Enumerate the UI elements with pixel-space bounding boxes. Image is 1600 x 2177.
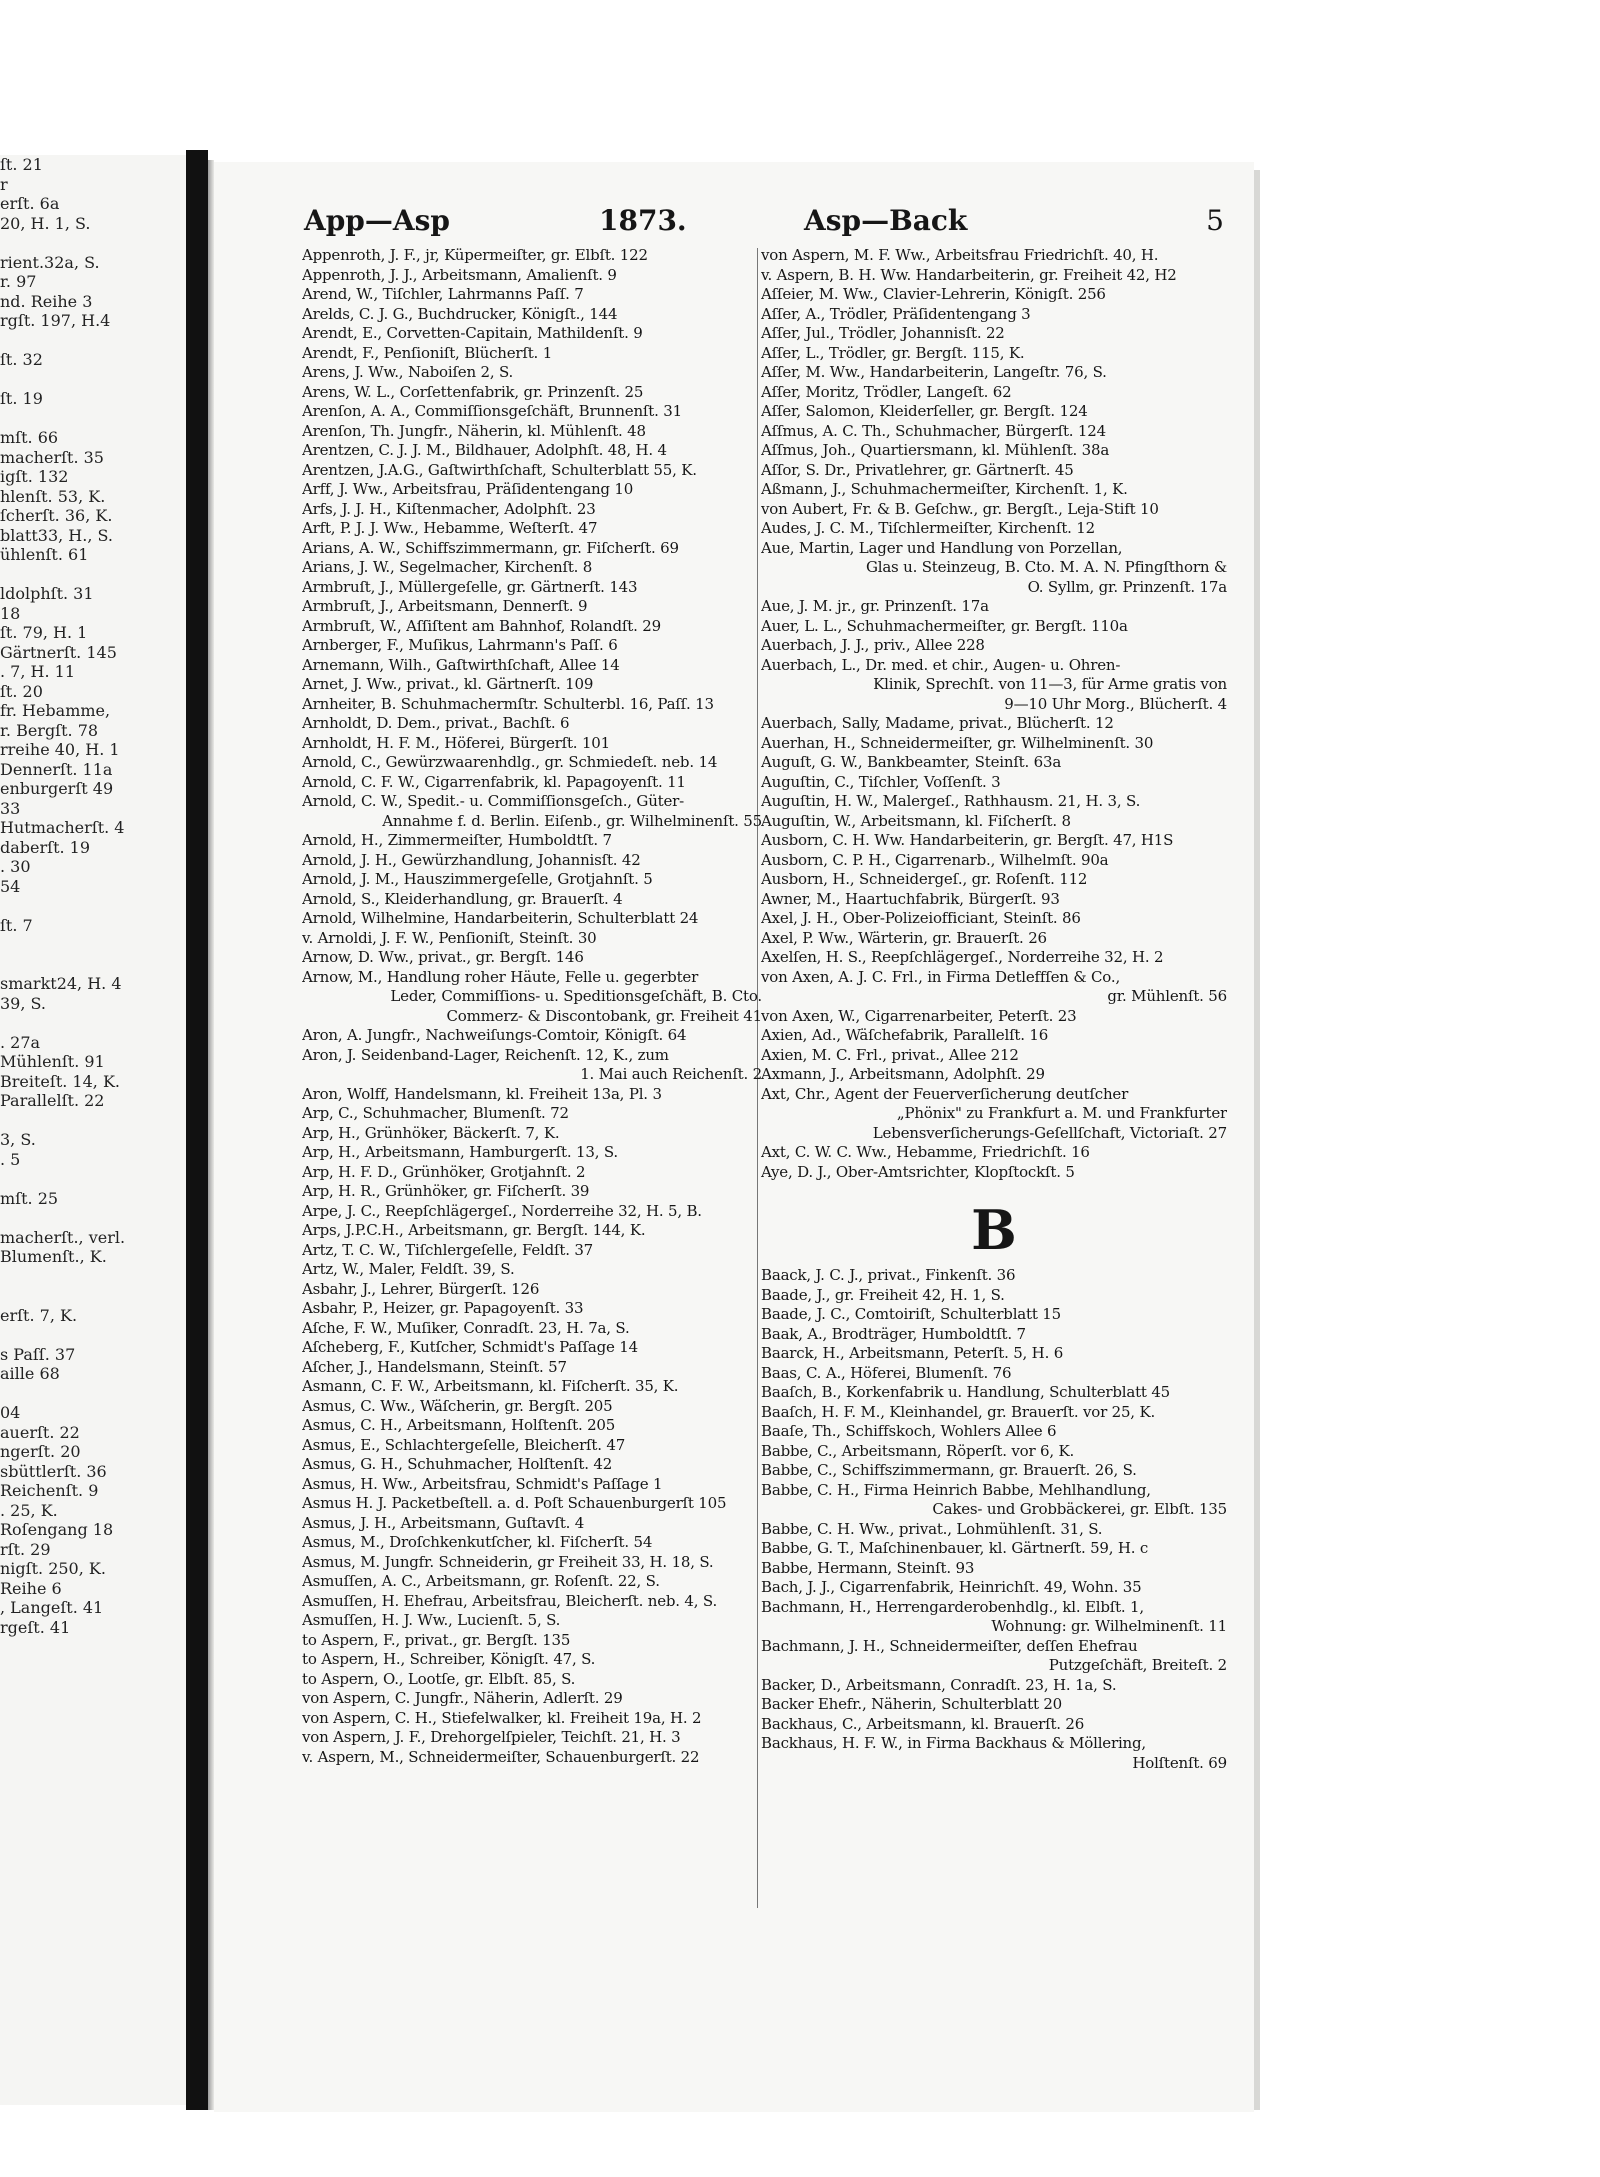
directory-entry: Asmus, H. Ww., Arbeitsfrau, Schmidt's Paſſage 1 (302, 1474, 663, 1493)
page-header (304, 204, 1224, 240)
directory-entry: Backhaus, H. F. W., in Firma Backhaus & Möllering, (761, 1734, 1146, 1752)
previous-page-line (0, 896, 186, 916)
directory-entry: Auerbach, L., Dr. med. et chir., Augen- u. Ohren- (761, 655, 1121, 674)
previous-page-line: 04 (0, 1403, 21, 1422)
directory-entry: Axt, C. W. C. Ww., Hebamme, Friedrichſt. 16 (761, 1143, 1090, 1161)
directory-entry: Arentzen, C. J. J. M., Bildhauer, Adolphſt. 48, H. 4 (302, 441, 667, 459)
directory-entry-continuation: Annahme f. d. Berlin. Eiſenb., gr. Wilhelminenſt. 55 (382, 811, 762, 830)
previous-page-line: sbüttlerſt. 36 (0, 1461, 107, 1481)
directory-entry: von Aspern, M. F. Ww., Arbeitsfrau Friedrichſt. 40, H. (761, 246, 1159, 264)
directory-entry: Auguſtin, W., Arbeitsmann, kl. Fiſcherſt. 8 (761, 811, 1071, 830)
directory-entry: Auer, L. L., Schuhmachermeiſter, gr. Bergſt. 110a (761, 616, 1128, 635)
page-number: 5 (1206, 204, 1224, 237)
directory-entry: Arnet, J. Ww., privat., kl. Gärtnerſt. 109 (302, 675, 594, 693)
directory-entry-continuation: 9—10 Uhr Morg., Blücherſt. 4 (1004, 694, 1227, 713)
previous-page-line (0, 331, 186, 351)
left-column (302, 246, 762, 1767)
previous-page-line: rgſt. 197, H.4 (0, 311, 111, 330)
directory-entry: Arians, A. W., Schiffszimmermann, gr. Fiſcherſt. 69 (302, 538, 679, 557)
directory-entry: von Axen, W., Cigarrenarbeiter, Peterſt. 23 (761, 1006, 1077, 1025)
previous-page-line: aille 68 (0, 1364, 60, 1383)
previous-page-line (0, 955, 186, 975)
directory-entry: Arps, J.P.C.H., Arbeitsmann, gr. Bergſt. 144, K. (302, 1221, 646, 1239)
directory-entry: Auguſt, G. W., Bankbeamter, Steinſt. 63a (761, 753, 1062, 771)
directory-entry: Arendt, F., Penſioniſt, Blücherſt. 1 (302, 343, 553, 362)
previous-page-line: ldolphſt. 31 (0, 584, 94, 603)
directory-entry: Ausborn, H., Schneidergeſ., gr. Roſenſt. 112 (761, 870, 1088, 888)
directory-entry: Asmuſſen, H. Ehefrau, Arbeitsfrau, Bleicherſt. neb. 4, S. (302, 1591, 718, 1610)
directory-entry: Arnow, D. Ww., privat., gr. Bergſt. 146 (302, 948, 584, 966)
directory-entry: Aron, A. Jungfr., Nachweiſungs-Comtoir, Königſt. 64 (302, 1026, 687, 1044)
previous-page-line (0, 1208, 186, 1228)
previous-page-line: Roſengang 18 (0, 1520, 114, 1539)
directory-entry: Ausborn, C. P. H., Cigarrenarb., Wilhelmſt. 90a (761, 850, 1109, 869)
previous-page-line: fr. Hebamme, (0, 701, 111, 720)
previous-page-line (0, 1325, 186, 1345)
previous-page-line: 3, S. (0, 1130, 36, 1149)
previous-page-line: 20, H. 1, S. (0, 213, 91, 233)
directory-entry: Arnow, M., Handlung roher Häute, Felle u. gegerbter (302, 967, 699, 986)
directory-entry: Asmus, C. Ww., Wäſcherin, gr. Bergſt. 205 (302, 1396, 613, 1415)
directory-entry: Asmuſſen, H. J. Ww., Lucienſt. 5, S. (302, 1611, 561, 1629)
directory-entry: Baaſch, H. F. M., Kleinhandel, gr. Brauerſt. vor 25, K. (761, 1402, 1156, 1421)
directory-entry: Asmus, G. H., Schuhmacher, Holſtenſt. 42 (302, 1455, 613, 1473)
directory-entry: Aue, Martin, Lager und Handlung von Porzellan, (761, 538, 1123, 557)
directory-entry-continuation: Cakes- und Grobbäckerei, gr. Elbſt. 135 (932, 1500, 1227, 1518)
directory-entry: Armbruſt, J., Arbeitsmann, Dennerſt. 9 (302, 597, 588, 615)
directory-entry-continuation: Commerz- & Discontobank, gr. Freiheit 41 (446, 1006, 762, 1025)
previous-page-line: macherſt., verl. (0, 1227, 126, 1247)
directory-entry: Appenroth, J. F., jr, Küpermeiſter, gr. Elbſt. 122 (302, 246, 648, 264)
previous-page-line: , Langeſt. 41 (0, 1598, 104, 1617)
previous-page-line: daberſt. 19 (0, 837, 91, 857)
previous-page-line: Reihe 6 (0, 1578, 62, 1598)
directory-entry: Babbe, Hermann, Steinſt. 93 (761, 1558, 975, 1577)
directory-entry: Asmus, J. H., Arbeitsmann, Guſtavſt. 4 (302, 1513, 585, 1532)
previous-page-line: erſt. 7, K. (0, 1305, 78, 1325)
directory-entry: Arnold, J. H., Gewürzhandlung, Johannisſt. 42 (302, 850, 641, 869)
directory-entry-continuation: „Phönix" zu Frankfurt a. M. und Frankfurter (896, 1104, 1227, 1122)
directory-entry-continuation: Lebensverſicherungs-Geſellſchaft, Victoriaſt. 27 (872, 1123, 1227, 1142)
directory-entry: Aron, J. Seidenband-Lager, Reichenſt. 12, K., zum (302, 1045, 669, 1064)
previous-page-line: ſt. 19 (0, 389, 43, 408)
directory-entry: v. Arnoldi, J. F. W., Penſioniſt, Steinſt. 30 (302, 928, 597, 947)
directory-entry: Aſſer, Jul., Trödler, Johannisſt. 22 (761, 324, 1005, 342)
previous-page-line: ngerſt. 20 (0, 1442, 81, 1461)
directory-entry: Aron, Wolff, Handelsmann, kl. Freiheit 13a, Pl. 3 (302, 1084, 662, 1103)
directory-entry: Auerhan, H., Schneidermeiſter, gr. Wilhelminenſt. 30 (761, 733, 1154, 752)
directory-entry: Aſſmus, A. C. Th., Schuhmacher, Bürgerſt. 124 (761, 421, 1106, 440)
directory-entry: Aſſer, Moritz, Trödler, Langeſt. 62 (761, 382, 1012, 401)
directory-entry: von Aspern, J. F., Drehorgelſpieler, Teichſt. 21, H. 3 (302, 1728, 681, 1746)
directory-entry: Auguſtin, H. W., Malergeſ., Rathhausm. 21, H. 3, S. (761, 792, 1141, 810)
directory-entry: Armbruſt, J., Müllergeſelle, gr. Gärtnerſt. 143 (302, 577, 638, 596)
directory-entry: Arend, W., Tiſchler, Lahrmanns Paſſ. 7 (302, 285, 584, 303)
previous-page-line: Parallelſt. 22 (0, 1091, 105, 1110)
previous-page-line: enburgerſt 49 (0, 779, 114, 798)
previous-page-line: Reichenſt. 9 (0, 1481, 99, 1500)
directory-entry: Arfs, J. J. H., Kiſtenmacher, Adolphſt. 23 (302, 499, 596, 518)
directory-page (214, 162, 1254, 2112)
previous-page-line: Hutmacherſt. 4 (0, 818, 125, 837)
directory-entry: Arnold, H., Zimmermeiſter, Humboldtſt. 7 (302, 831, 612, 849)
previous-page-line: 39, S. (0, 993, 47, 1013)
directory-entry: Appenroth, J. J., Arbeitsmann, Amalienſt. 9 (302, 265, 617, 284)
directory-entry: Arendt, E., Corvetten-Capitain, Mathildenſt. 9 (302, 324, 643, 342)
directory-entry: Baaſe, Th., Schiffskoch, Wohlers Allee 6 (761, 1422, 1057, 1440)
previous-page-line: erſt. 6a (0, 194, 60, 213)
directory-entry: Aſſer, Salomon, Kleiderſeller, gr. Bergſt. 124 (761, 402, 1088, 420)
directory-entry: Baade, J. C., Comtoiriſt, Schulterblatt 15 (761, 1305, 1061, 1323)
directory-entry: Asbahr, P., Heizer, gr. Papagoyenſt. 33 (302, 1299, 584, 1317)
directory-entry: Arnholdt, H. F. M., Höferei, Bürgerſt. 101 (302, 733, 610, 752)
previous-page-line: . 7, H. 11 (0, 662, 76, 681)
directory-entry: Arp, H., Grünhöker, Bäckerſt. 7, K. (302, 1123, 560, 1142)
previous-page-line: r (0, 174, 8, 194)
directory-entry: Arp, H., Arbeitsmann, Hamburgerſt. 13, S. (302, 1143, 618, 1161)
directory-entry: Baack, J. C. J., privat., Finkenſt. 36 (761, 1266, 1016, 1284)
directory-entry: Armbruſt, W., Aſſiſtent am Bahnhof, Rolandſt. 29 (302, 616, 661, 635)
directory-entry-continuation: Wohnung: gr. Wilhelminenſt. 11 (991, 1617, 1227, 1635)
book-gutter (186, 150, 208, 2110)
previous-page-line: ſt. 32 (0, 350, 43, 369)
previous-page-line: . 25, K. (0, 1500, 58, 1520)
directory-entry: Aue, J. M. jr., gr. Prinzenſt. 17a (761, 597, 989, 615)
header-range-left: App—Asp (304, 204, 450, 237)
previous-page-line: Blumenſt., K. (0, 1247, 107, 1266)
right-column (761, 246, 1227, 1773)
directory-entry: Asmus, M. Jungfr. Schneiderin, gr Freiheit 33, H. 18, S. (302, 1552, 714, 1571)
directory-entry: Axel, P. Ww., Wärterin, gr. Brauerſt. 26 (761, 928, 1047, 947)
directory-entry: Bach, J. J., Cigarrenfabrik, Heinrichſt. 49, Wohn. 35 (761, 1578, 1142, 1596)
directory-entry-continuation: O. Syllm, gr. Prinzenſt. 17a (1027, 577, 1227, 596)
directory-entry: Aſſor, S. Dr., Privatlehrer, gr. Gärtnerſt. 45 (761, 460, 1074, 479)
directory-entry: Aßmann, J., Schuhmachermeiſter, Kirchenſt. 1, K. (761, 480, 1128, 498)
directory-entry: Arnold, C. F. W., Cigarrenfabrik, kl. Papagoyenſt. 11 (302, 772, 686, 791)
directory-entry: Asmus, M., Droſchkenkutſcher, kl. Fiſcherſt. 54 (302, 1533, 653, 1551)
previous-page-line: rgeſt. 41 (0, 1617, 71, 1637)
directory-entry: Backer, D., Arbeitsmann, Conradſt. 23, H. 1a, S. (761, 1675, 1117, 1694)
directory-entry: Arnold, J. M., Hauszimmergeſelle, Grotjahnſt. 5 (302, 870, 653, 888)
directory-entry: v. Aspern, M., Schneidermeiſter, Schauenburgerſt. 22 (302, 1747, 700, 1766)
directory-entry: Aſcher, J., Handelsmann, Steinſt. 57 (302, 1357, 567, 1376)
directory-entry-continuation: Klinik, Sprechſt. von 11—3, für Arme gratis von (873, 675, 1227, 693)
directory-entry: Baade, J., gr. Freiheit 42, H. 1, S. (761, 1285, 1005, 1304)
previous-page-line (0, 1384, 186, 1404)
previous-page-line: rſt. 29 (0, 1539, 51, 1559)
previous-page-line (0, 1111, 186, 1131)
directory-entry: Arft, P. J. J. Ww., Hebamme, Weſterſt. 47 (302, 519, 598, 537)
directory-entry: Arnold, C., Gewürzwaarenhdlg., gr. Schmiedeſt. neb. 14 (302, 753, 718, 771)
previous-page-line: s Paſſ. 37 (0, 1344, 76, 1364)
directory-entry: Arenſon, Th. Jungfr., Näherin, kl. Mühlenſt. 48 (302, 421, 646, 440)
directory-entry: to Aspern, H., Schreiber, Königſt. 47, S. (302, 1650, 596, 1668)
previous-page-line: blatt33, H., S. (0, 525, 113, 545)
previous-page-fragment (0, 155, 186, 2105)
directory-entry: Babbe, C., Arbeitsmann, Röperſt. vor 6, K. (761, 1441, 1075, 1460)
header-year: 1873. (599, 204, 687, 237)
directory-entry: Asmus, E., Schlachtergeſelle, Bleicherſt. 47 (302, 1435, 626, 1454)
directory-entry: Arnberger, F., Muſikus, Lahrmann's Paſſ. 6 (302, 636, 618, 654)
directory-entry: Axt, Chr., Agent der Feuerverſicherung deutſcher (761, 1084, 1129, 1103)
directory-entry: Backhaus, C., Arbeitsmann, kl. Brauerſt. 26 (761, 1714, 1085, 1733)
directory-entry: Asmuſſen, A. C., Arbeitsmann, gr. Roſenſt. 22, S. (302, 1572, 660, 1590)
directory-entry: to Aspern, F., privat., gr. Bergſt. 135 (302, 1630, 571, 1649)
directory-entry: Babbe, C. H., Firma Heinrich Babbe, Mehlhandlung, (761, 1480, 1151, 1499)
directory-entry: Axmann, J., Arbeitsmann, Adolphſt. 29 (761, 1065, 1045, 1083)
previous-page-line: r. 97 (0, 272, 37, 291)
directory-entry: v. Aspern, B. H. Ww. Handarbeiterin, gr. Freiheit 42, H2 (761, 265, 1177, 284)
previous-page-line: mſt. 66 (0, 428, 59, 447)
header-range-right: Asp—Back (804, 204, 968, 237)
directory-entry: Babbe, C. H. Ww., privat., Lohmühlenſt. 31, S. (761, 1519, 1103, 1538)
directory-entry: Baaſch, B., Korkenfabrik u. Handlung, Schulterblatt 45 (761, 1383, 1171, 1401)
section-letter-heading: B (971, 1198, 1017, 1262)
previous-page-line: igſt. 132 (0, 467, 69, 486)
directory-entry: Arnold, Wilhelmine, Handarbeiterin, Schulterblatt 24 (302, 909, 699, 927)
directory-entry: Auerbach, J. J., priv., Allee 228 (761, 636, 985, 654)
directory-entry: Artz, T. C. W., Tiſchlergeſelle, Feldſt. 37 (302, 1240, 594, 1259)
directory-entry: Axelſen, H. S., Reepſchlägergeſ., Norderreihe 32, H. 2 (761, 948, 1164, 966)
directory-entry: Aſſeier, M. Ww., Clavier-Lehrerin, Königſt. 256 (761, 285, 1106, 303)
directory-entry: Aſche, F. W., Muſiker, Conradſt. 23, H. 7a, S. (302, 1318, 630, 1337)
directory-entry: Babbe, G. T., Maſchinenbauer, kl. Gärtnerſt. 59, H. c (761, 1539, 1149, 1557)
directory-entry: Asmus, C. H., Arbeitsmann, Holſtenſt. 205 (302, 1416, 616, 1434)
previous-page-line: . 30 (0, 857, 31, 876)
directory-entry: Baak, A., Brodträger, Humboldtſt. 7 (761, 1324, 1026, 1343)
directory-entry: Arp, H. F. D., Grünhöker, Grotjahnſt. 2 (302, 1162, 586, 1181)
previous-page-line: Gärtnerſt. 145 (0, 642, 117, 662)
directory-entry: Bachmann, J. H., Schneidermeiſter, deſſen Ehefrau (761, 1636, 1138, 1655)
previous-page-line: nigſt. 250, K. (0, 1559, 106, 1578)
directory-entry-continuation: gr. Mühlenſt. 56 (1107, 987, 1227, 1005)
directory-entry: Axien, M. C. Frl., privat., Allee 212 (761, 1045, 1019, 1064)
previous-page-line (0, 409, 186, 429)
directory-entry: Axel, J. H., Ober-Polizeiofficiant, Steinſt. 86 (761, 909, 1081, 927)
previous-page-line: mſt. 25 (0, 1188, 59, 1208)
previous-page-line: 54 (0, 876, 21, 896)
directory-entry: Auerbach, Sally, Madame, privat., Blücherſt. 12 (761, 714, 1114, 732)
previous-page-line (0, 565, 186, 585)
directory-entry-continuation: Leder, Commiſſions- u. Speditionsgeſchäft, B. Cto. (390, 987, 762, 1005)
previous-page-line (0, 935, 186, 955)
previous-page-line: Breiteſt. 14, K. (0, 1071, 120, 1091)
directory-entry: Arff, J. Ww., Arbeitsfrau, Präſidentengang 10 (302, 480, 634, 498)
right-column-b-entries (761, 1266, 1227, 1773)
directory-entry: Babbe, C., Schiffszimmermann, gr. Brauerſt. 26, S. (761, 1461, 1137, 1479)
directory-entry: Auguſtin, C., Tiſchler, Voſſenſt. 3 (761, 772, 1001, 791)
directory-entry: Arentzen, J.A.G., Gaſtwirthſchaft, Schulterblatt 55, K. (302, 460, 697, 479)
directory-entry: Arnholdt, D. Dem., privat., Bachſt. 6 (302, 714, 570, 732)
previous-page-line: r. Bergſt. 78 (0, 720, 99, 740)
directory-entry: Arens, J. Ww., Naboiſen 2, S. (302, 363, 514, 381)
directory-entry: Backer Ehefr., Näherin, Schulterblatt 20 (761, 1695, 1063, 1713)
directory-entry: Aſcheberg, F., Kutſcher, Schmidt's Paſſage 14 (302, 1338, 638, 1356)
directory-entry: Arelds, C. J. G., Buchdrucker, Königſt., 144 (302, 304, 618, 323)
directory-entry: Arnemann, Wilh., Gaſtwirthſchaft, Allee 14 (302, 655, 620, 674)
directory-entry: von Aubert, Fr. & B. Geſchw., gr. Bergſt., Leja-Stift 10 (761, 499, 1159, 518)
directory-entry: Bachmann, H., Herrengarderobenhdlg., kl. Elbſt. 1, (761, 1597, 1144, 1616)
previous-page-line: ühlenſt. 61 (0, 545, 89, 564)
directory-entry: Aſſer, L., Trödler, gr. Bergſt. 115, K. (761, 343, 1025, 362)
previous-page-line: ſt. 20 (0, 681, 43, 701)
directory-entry: Arp, H. R., Grünhöker, gr. Fiſcherſt. 39 (302, 1182, 590, 1200)
previous-page-line (0, 233, 186, 253)
directory-entry: Arians, J. W., Segelmacher, Kirchenſt. 8 (302, 558, 593, 576)
previous-page-line (0, 370, 186, 390)
directory-entry: Asmann, C. F. W., Arbeitsmann, kl. Fiſcherſt. 35, K. (302, 1377, 679, 1395)
previous-page-line: macherſt. 35 (0, 447, 104, 467)
directory-entry: Arnold, S., Kleiderhandlung, gr. Brauerſt. 4 (302, 889, 623, 908)
directory-entry: Audes, J. C. M., Tiſchlermeiſter, Kirchenſt. 12 (761, 519, 1095, 537)
directory-entry-continuation: 1. Mai auch Reichenſt. 2 (580, 1065, 762, 1083)
directory-entry: Arenſon, A. A., Commiſſionsgeſchäft, Brunnenſt. 31 (302, 402, 682, 420)
directory-entry: Baas, C. A., Höferei, Blumenſt. 76 (761, 1363, 1012, 1382)
previous-page-line: 33 (0, 798, 21, 818)
directory-entry: Aſſmus, Joh., Quartiersmann, kl. Mühlenſt. 38a (761, 441, 1110, 459)
previous-page-line (0, 1013, 186, 1033)
directory-entry: von Aspern, C. Jungfr., Näherin, Adlerſt. 29 (302, 1689, 623, 1707)
directory-entry: Arens, W. L., Corſettenfabrik, gr. Prinzenſt. 25 (302, 382, 644, 401)
previous-page-line: ſt. 79, H. 1 (0, 623, 88, 642)
directory-entry-continuation: Glas u. Steinzeug, B. Cto. M. A. N. Pfingſthorn & (865, 558, 1227, 576)
right-column-a-entries (761, 246, 1227, 1182)
directory-entry-continuation: Putzgeſchäft, Breiteſt. 2 (1048, 1656, 1227, 1674)
directory-entry: Aſſer, A., Trödler, Präſidentengang 3 (761, 304, 1031, 323)
previous-page-line (0, 1267, 186, 1287)
previous-page-line: Dennerſt. 11a (0, 759, 113, 779)
directory-entry: Awner, M., Haartuchfabrik, Bürgerſt. 93 (761, 889, 1060, 908)
directory-entry: Asmus H. J. Packetbeſtell. a. d. Poſt Schauenburgerſt 105 (302, 1494, 727, 1512)
directory-entry-continuation: Holſtenſt. 69 (1132, 1753, 1227, 1772)
previous-page-line: 18 (0, 603, 21, 623)
directory-entry: Artz, W., Maler, Feldſt. 39, S. (302, 1260, 515, 1278)
directory-entry: von Axen, A. J. C. Frl., in Firma Detleffſen & Co., (761, 967, 1121, 986)
directory-entry: Axien, Ad., Wäſchefabrik, Parallelſt. 16 (761, 1026, 1049, 1044)
previous-page-line: smarkt24, H. 4 (0, 974, 122, 993)
page-edge-shadow (1254, 170, 1260, 2110)
directory-entry: to Aspern, O., Lootſe, gr. Elbſt. 85, S. (302, 1669, 576, 1688)
directory-entry: Asbahr, J., Lehrer, Bürgerſt. 126 (302, 1279, 540, 1298)
directory-entry: Arnheiter, B. Schuhmachermſtr. Schulterbl. 16, Paſſ. 13 (302, 694, 714, 713)
previous-page-line: ſcherſt. 36, K. (0, 506, 113, 525)
previous-page-line: rient.32a, S. (0, 252, 100, 272)
directory-entry: Baarck, H., Arbeitsmann, Peterſt. 5, H. 6 (761, 1344, 1064, 1362)
previous-page-line: . 27a (0, 1032, 41, 1052)
directory-entry: Arnold, C. W., Spedit.- u. Commiſſionsgeſch., Güter- (302, 792, 685, 810)
previous-page-line: auerſt. 22 (0, 1422, 80, 1442)
directory-entry: von Aspern, C. H., Stiefelwalker, kl. Freiheit 19a, H. 2 (302, 1708, 702, 1727)
previous-page-line (0, 1169, 186, 1189)
previous-page-line: ſt. 21 (0, 155, 43, 174)
previous-page-line: nd. Reihe 3 (0, 291, 93, 311)
previous-page-line (0, 1286, 186, 1306)
directory-entry: Aye, D. J., Ober-Amtsrichter, Klopſtockſt. 5 (761, 1162, 1075, 1181)
directory-entry: Aſſer, M. Ww., Handarbeiterin, Langeſtr. 76, S. (761, 363, 1107, 381)
directory-entry: Ausborn, C. H. Ww. Handarbeiterin, gr. Bergſt. 47, H1S (761, 831, 1174, 849)
previous-page-line: Mühlenſt. 91 (0, 1052, 105, 1071)
directory-entry: Arp, C., Schuhmacher, Blumenſt. 72 (302, 1104, 569, 1122)
previous-page-line: hlenſt. 53, K. (0, 486, 106, 506)
previous-page-line: . 5 (0, 1149, 21, 1169)
directory-entry: Arpe, J. C., Reepſchlägergeſ., Norderreihe 32, H. 5, B. (302, 1201, 702, 1220)
previous-page-line: rreihe 40, H. 1 (0, 740, 120, 759)
previous-page-line: ſt. 7 (0, 915, 33, 935)
